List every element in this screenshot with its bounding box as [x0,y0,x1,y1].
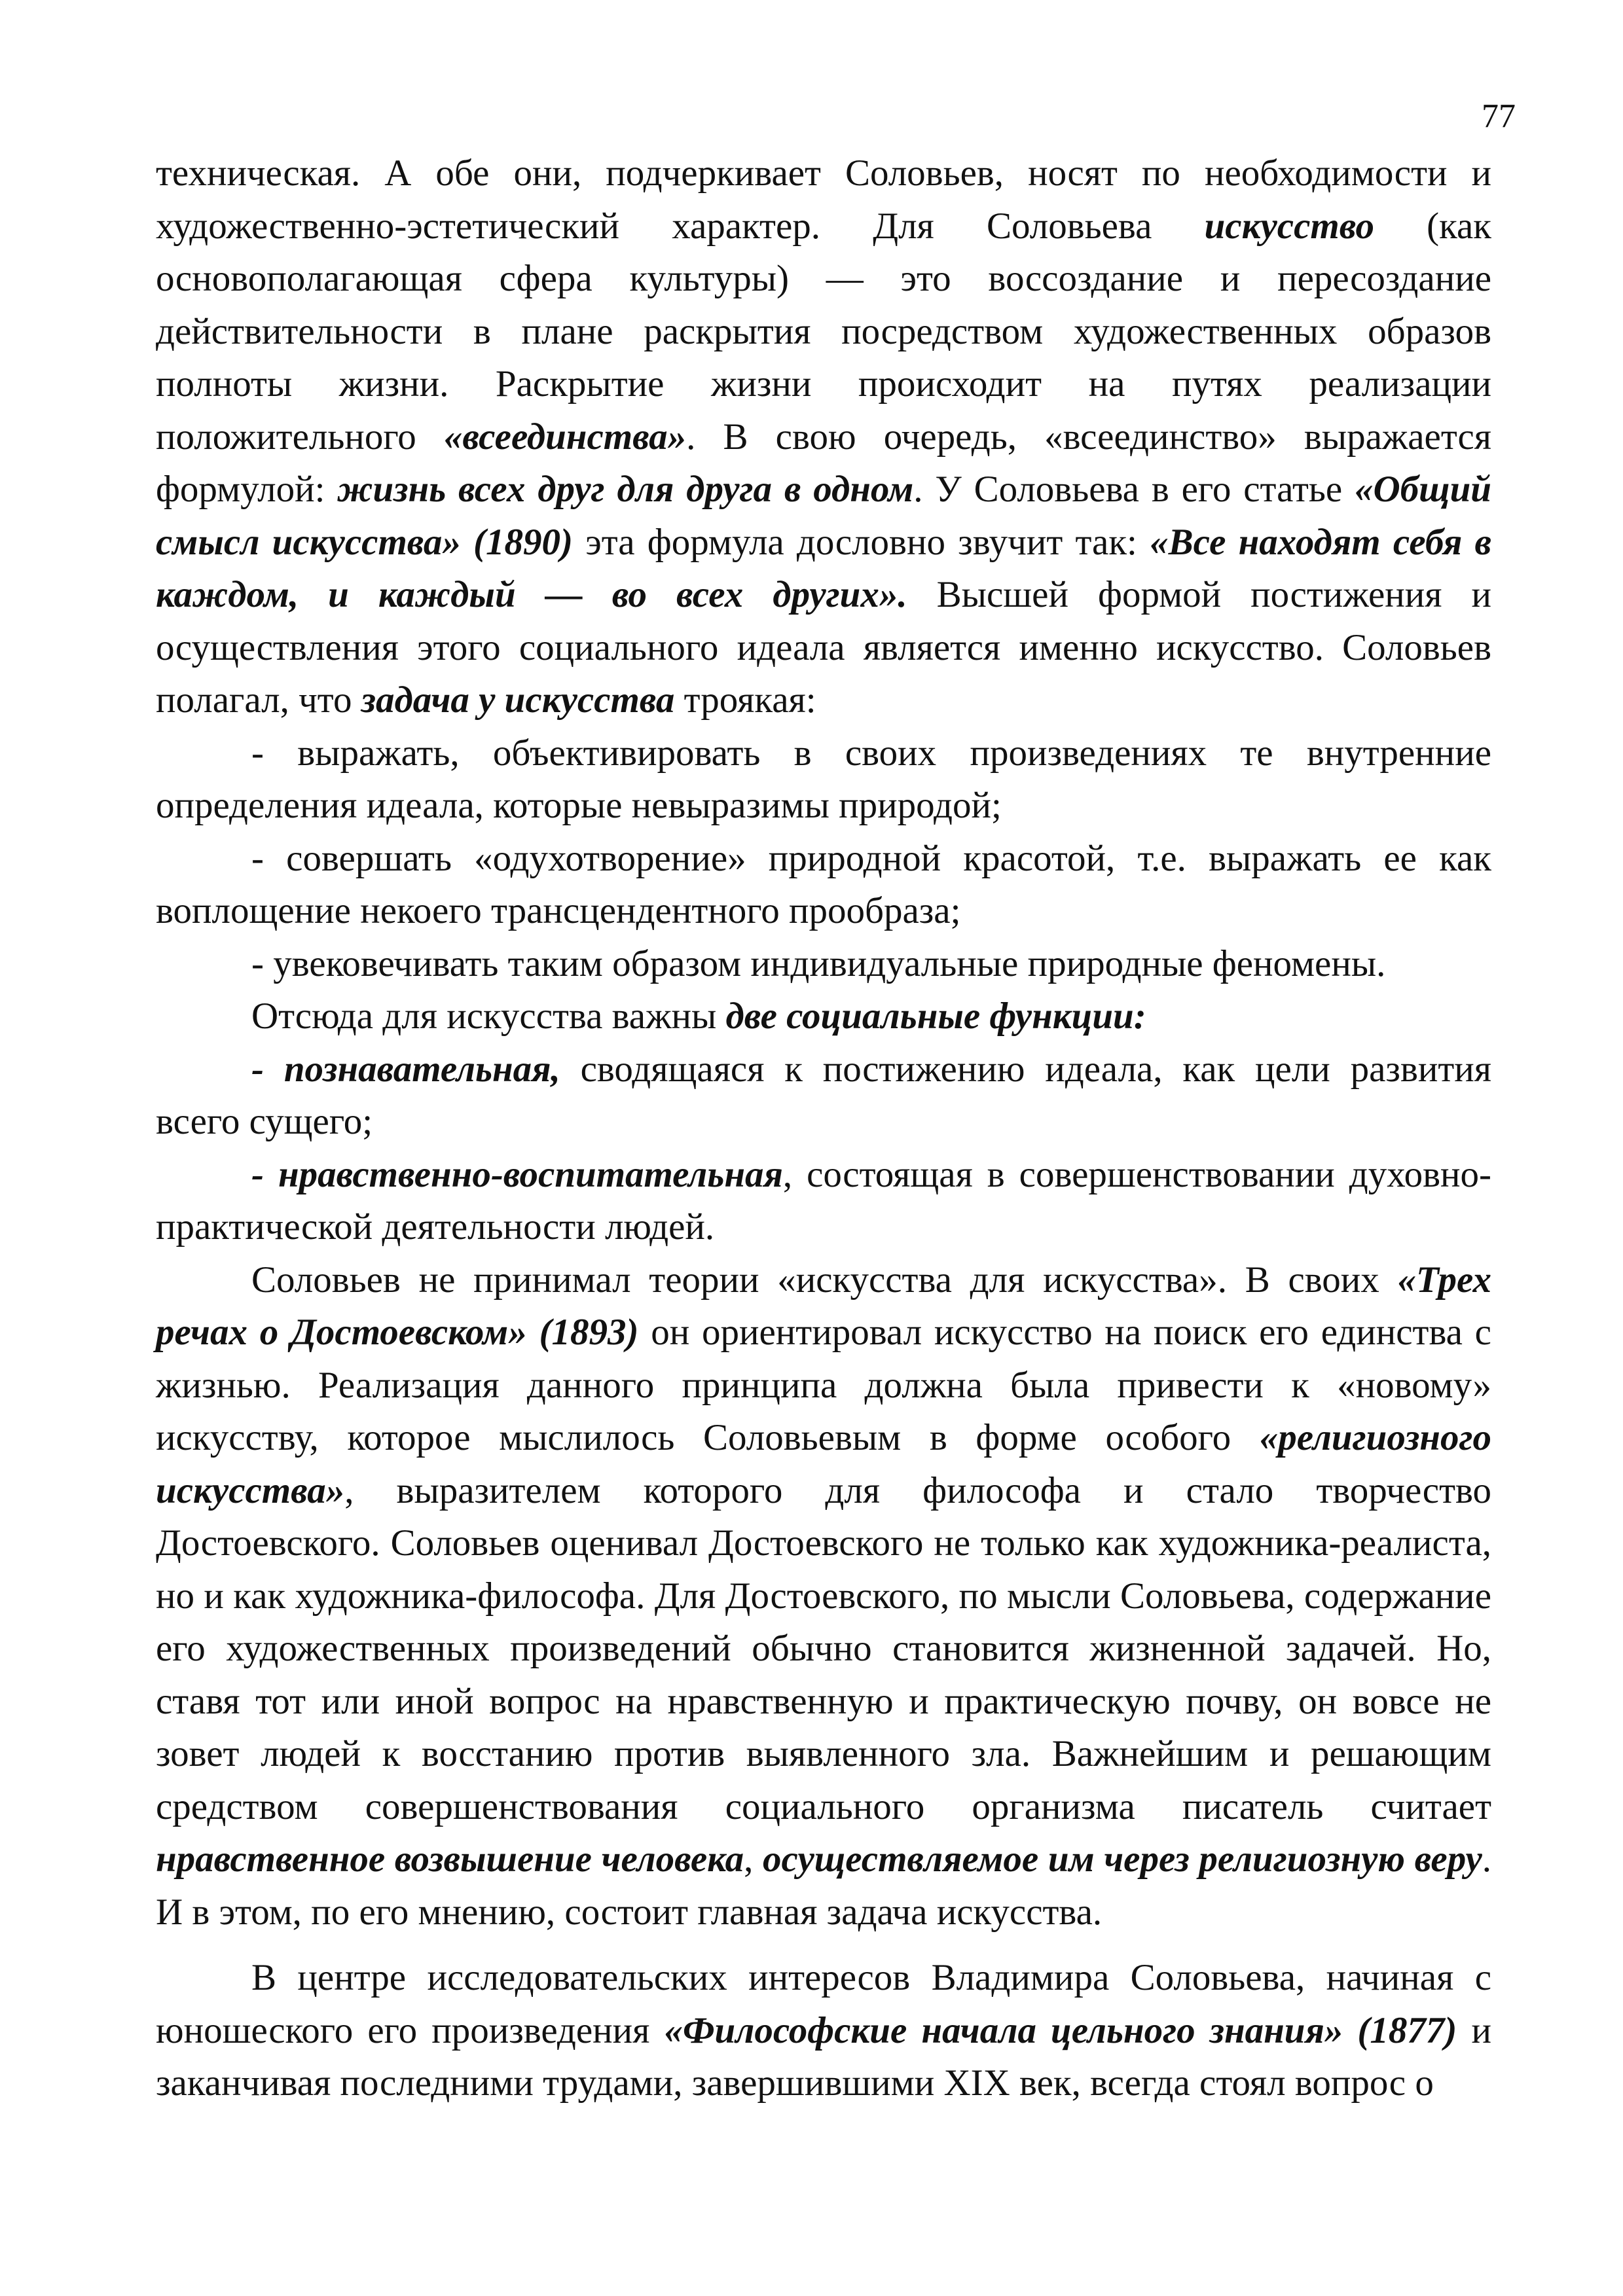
page-number: 77 [1482,98,1516,135]
paragraph-1: техническая. А обе они, подчеркивает Соловьев, носят по необходимости и художественно-эстетический характер. Для Соловьева искусство (как основополагающая сфера культуры) — это воссоздание и пересоздание действительности в плане раскрытия посредством художественных образов полноты жизни. Раскрытие жизни происходит на путях реализации положительного «всеединства». В свою очередь, «всеединство» выражается формулой: жизнь всех друг для друга в одном. У Соловьева в его статье «Общий смысл искусства» (1890) эта формула дословно звучит так: «Все находят себя в каждом, и каждый — во всех других». Высшей формой постижения и осуществления этого социального идеала является именно искусство. Соловьев полагал, что задача у искусства троякая: [156,152,1492,721]
emphasis: две социальные функции: [725,996,1146,1037]
main-text [156,147,1491,2110]
emphasis: «всеединства» [443,416,687,457]
emphasis: «Философские начала цельного знания» (1877) [664,2009,1457,2051]
list-item: - нравственно-воспитательная, состоящая в совершенствовании духовно-практической деятельности людей. [156,1153,1491,1247]
list-item: - совершать «одухотворение» природной красотой, т.е. выражать ее как воплощение некоего трансцендентного прообраза; [156,837,1491,931]
paragraph-dostoevsky: Соловьев не принимал теории «искусства для искусства». В своих «Трех речах о Достоевском» (1893) он ориентировал искусство на поиск его единства с жизнью. Реализация данного принципа должна была привести к «новому» искусству, которое мыслилось Соловьевым в форме особого «религиозного искусства», выразителем которого для философа и стало творчество Достоевского. Соловьев оценивал Достоевского не только как художника-реалиста, но и как художника-философа. Для Достоевского, по мысли Соловьева, содержание его художественных произведений обычно становится жизненной задачей. Но, ставя тот или иной вопрос на нравственную и практическую почву, он вовсе не зовет людей к восстанию против выявленного зла. Важнейшим и решающим средством совершенствования социального организма писатель считает нравственное возвышение человека, осуществляемое им через религиозную веру. И в этом, по его мнению, состоит главная задача искусства. [156,1259,1491,1933]
emphasis: задача у искусства [361,679,675,721]
list-item: - выражать, объективировать в своих произведениях те внутренние определения идеала, которые невыразимы природой; [156,732,1491,826]
list-item: - увековечивать таким образом индивидуальные природные феномены. [251,942,1386,984]
emphasis: «религиозного искусства» [156,1417,1491,1511]
paragraph-functions-intro: Отсюда для искусства важны две социальные функции: [251,996,1146,1037]
emphasis: осуществляемое им через религиозную веру [763,1839,1482,1880]
emphasis: - нравственно-воспитательная [251,1153,783,1195]
emphasis: познавательная, [283,1048,560,1090]
emphasis: жизнь всех друг для друга в одном [337,469,914,510]
list-item: - познавательная, сводящаяся к постижению идеала, как цели развития всего сущего; [156,1048,1491,1142]
emphasis: «Общий смысл искусства» (1890) [156,469,1492,563]
emphasis: «Все находят себя в каждом, и каждый — во всех других». [156,521,1491,615]
emphasis: искусство [1204,205,1374,247]
emphasis: «Трех речах о Достоевском» (1893) [156,1259,1491,1353]
paragraph-center: В центре исследовательских интересов Владимира Соловьева, начиная с юношеского его произведения «Философские начала цельного знания» (1877) и заканчивая последними трудами, завершившими XIX век, всегда стоял вопрос о [156,1957,1491,2104]
emphasis: нравственное возвышение человека [156,1839,744,1880]
